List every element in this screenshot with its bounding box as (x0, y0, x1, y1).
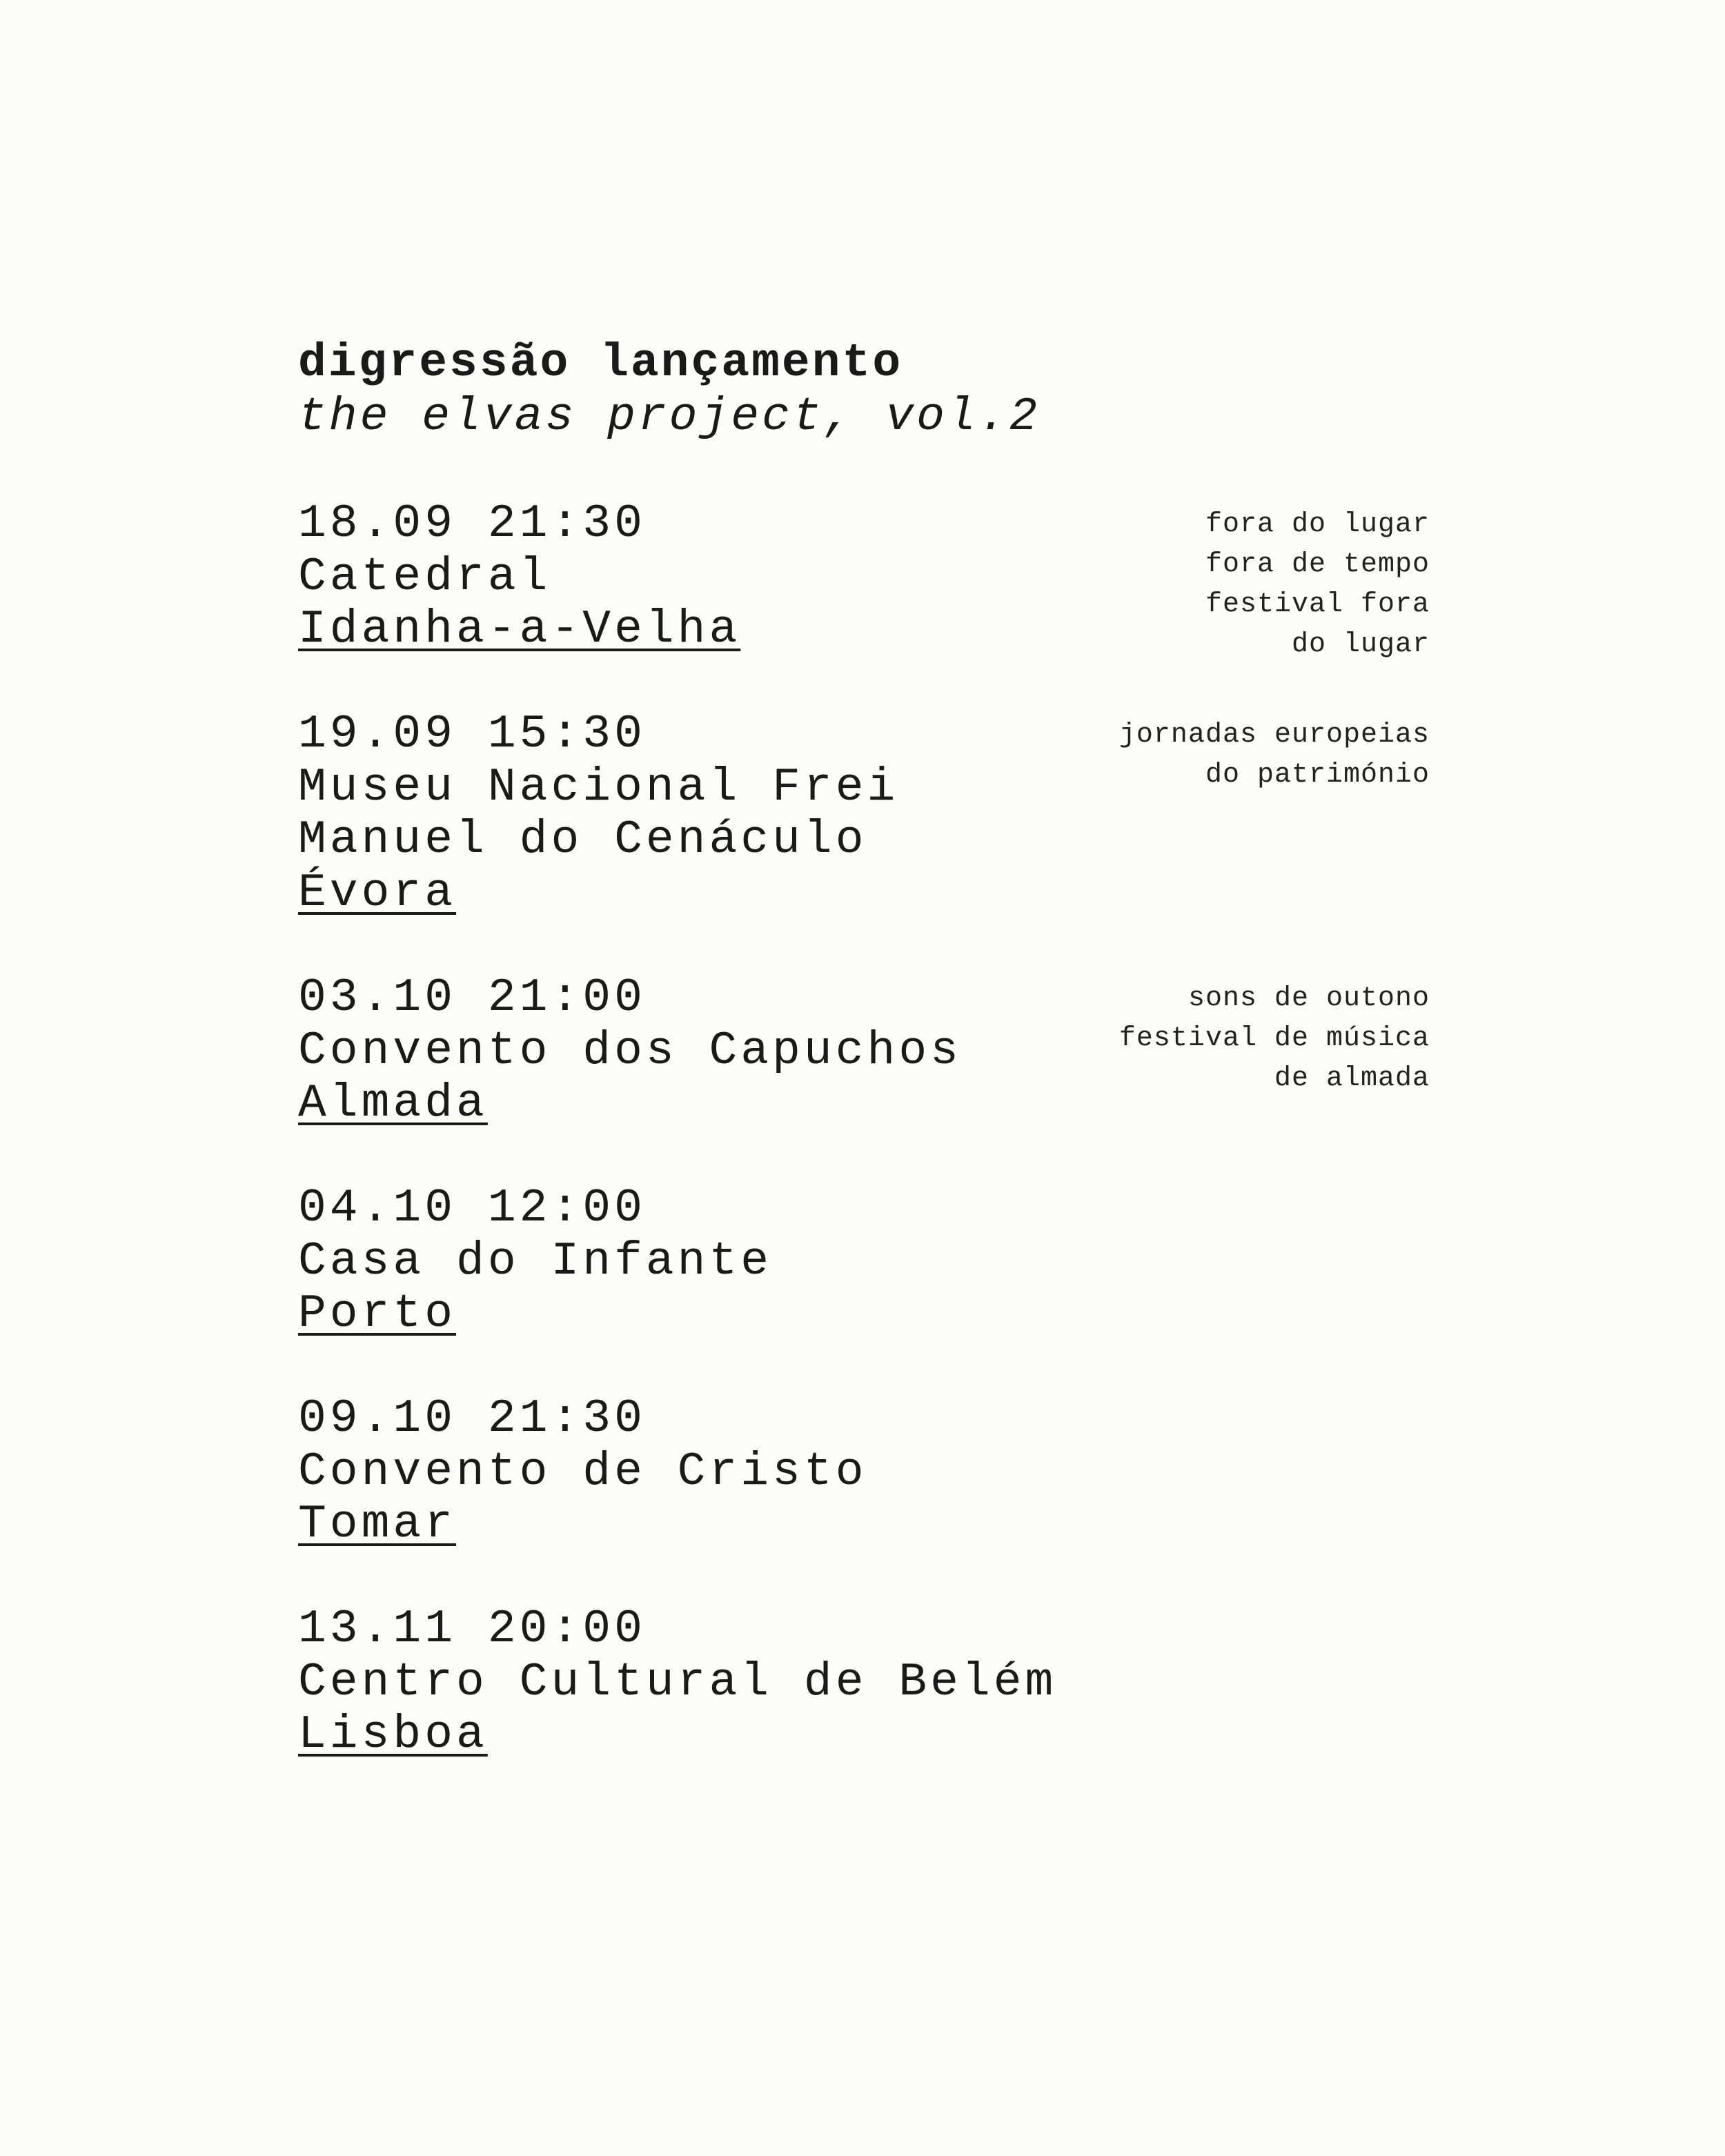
event-note-line: festival de música (1118, 1023, 1430, 1054)
event-venue: Museu Nacional Frei (298, 760, 899, 814)
event-datetime: 13.11 20:00 (298, 1603, 646, 1656)
event-details (298, 1183, 1430, 1341)
event-note-line: do lugar (1291, 629, 1430, 660)
event-note-line: sons de outono (1187, 983, 1430, 1014)
event-city: Lisboa (298, 1708, 488, 1761)
event-item (298, 972, 1430, 1131)
event-datetime: 19.09 15:30 (298, 708, 646, 761)
tour-title: digressão lançamento (298, 337, 903, 390)
event-venue: Convento de Cristo (298, 1445, 867, 1499)
event-details (298, 1603, 1430, 1762)
event-venue: Manuel do Cenáculo (298, 813, 867, 867)
event-item (298, 1603, 1430, 1762)
event-venue: Centro Cultural de Belém (298, 1655, 1057, 1709)
event-item (298, 709, 1430, 920)
event-note (1119, 715, 1430, 795)
event-note-line: fora do lugar (1205, 509, 1430, 540)
event-note-line: fora de tempo (1205, 549, 1430, 580)
event-datetime: 03.10 21:00 (298, 971, 646, 1025)
event-city: Tomar (298, 1498, 457, 1551)
album-subtitle: the elvas project, vol.2 (298, 390, 1041, 444)
poster-heading (298, 337, 1040, 444)
event-venue: Convento dos Capuchos (298, 1024, 962, 1078)
event-city: Almada (298, 1077, 488, 1130)
event-item (298, 1393, 1430, 1552)
event-datetime: 09.10 21:30 (298, 1392, 646, 1445)
event-note-line: de almada (1274, 1063, 1430, 1094)
event-datetime: 18.09 21:30 (298, 497, 646, 551)
event-city: Idanha-a-Velha (298, 603, 741, 656)
event-note-line: do património (1205, 760, 1430, 791)
event-note (1205, 505, 1430, 665)
event-details (298, 1393, 1430, 1552)
event-note-line: festival fora (1205, 589, 1430, 620)
event-city: Porto (298, 1287, 457, 1341)
event-item (298, 1183, 1430, 1341)
event-item (298, 497, 1430, 660)
event-venue: Catedral (298, 550, 551, 604)
event-city: Évora (298, 866, 457, 920)
event-note-line: jornadas europeias (1118, 720, 1430, 751)
event-venue: Casa do Infante (298, 1234, 773, 1288)
event-note (1119, 979, 1430, 1099)
event-datetime: 04.10 12:00 (298, 1182, 646, 1235)
